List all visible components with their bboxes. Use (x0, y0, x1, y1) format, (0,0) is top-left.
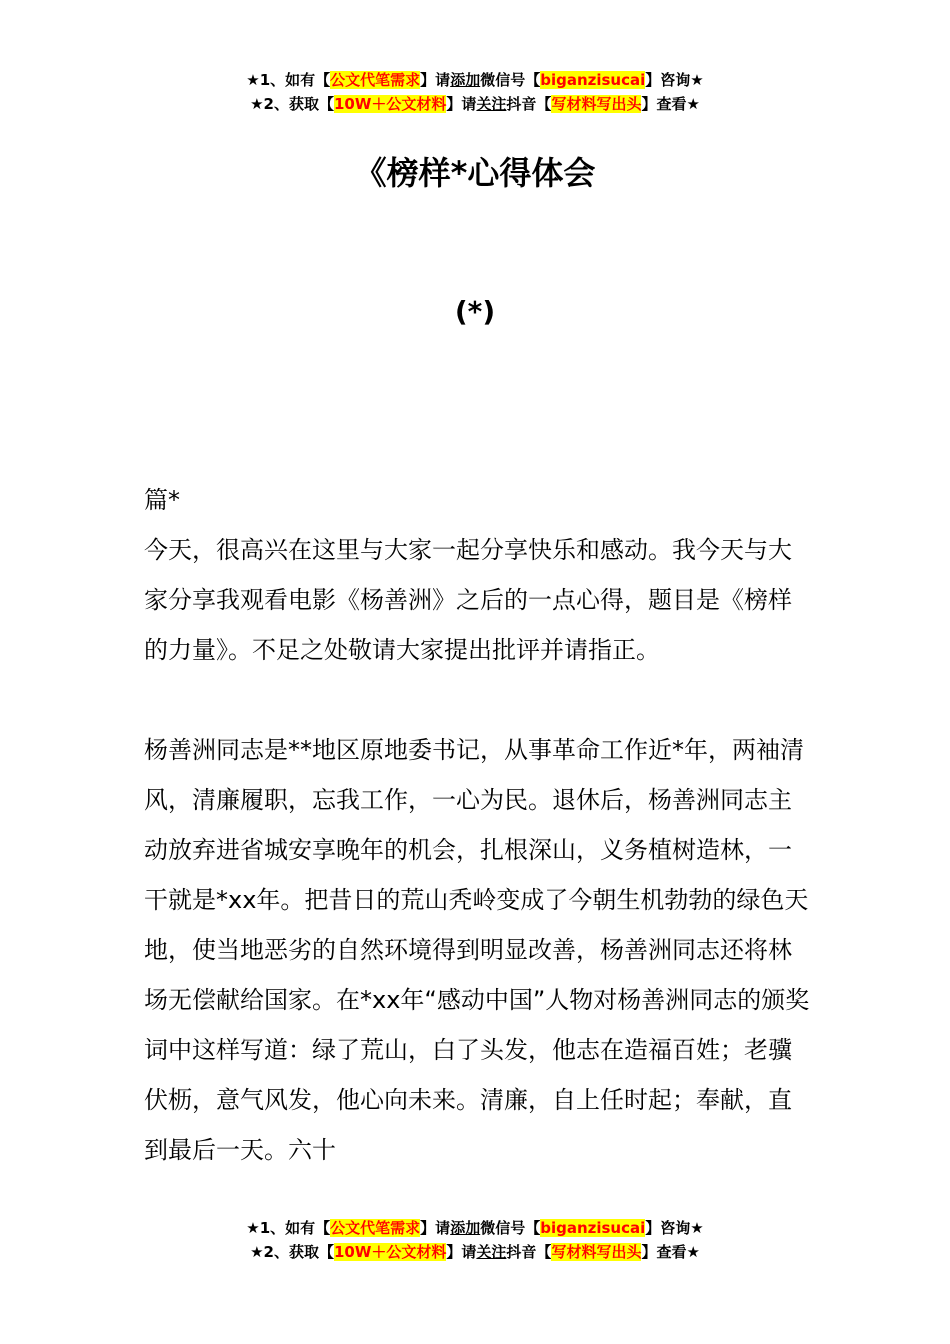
banner-text: ★1、如有【 (246, 1219, 331, 1237)
banner-underlined: 添加 (450, 71, 481, 89)
banner-underlined: 关注 (476, 1243, 507, 1261)
document-body (144, 475, 814, 1175)
banner-text: 】请 (420, 71, 451, 89)
highlight-service: 公文代笔需求 (330, 71, 421, 89)
highlight-douyin: 写材料写出头 (551, 1243, 642, 1261)
highlight-wechat-id: biganzisucai (540, 71, 646, 89)
banner-text: 微信号【 (480, 1219, 541, 1237)
banner-text: 微信号【 (480, 71, 541, 89)
paragraph-spacer (144, 675, 814, 725)
document-subtitle: (*) (454, 295, 496, 328)
banner-line-2 (0, 1240, 950, 1264)
banner-text: ★2、获取【 (250, 95, 334, 113)
paragraph: 今天，很高兴在这里与大家一起分享快乐和感动。我今天与大家分享我观看电影《杨善洲》之后的一点心得，题目是《榜样的力量》。不足之处敬请大家提出批评并请指正。 (144, 536, 792, 664)
header-banner (0, 68, 950, 116)
section-heading: 篇* (144, 486, 180, 514)
banner-text: ★1、如有【 (246, 71, 331, 89)
document-title: 《榜样*心得体会 (354, 154, 596, 192)
banner-underlined: 添加 (450, 1219, 481, 1237)
paragraph: 杨善洲同志是**地区原地委书记，从事革命工作近*年，两袖清风，清廉履职，忘我工作，一心为民。退休后，杨善洲同志主动放弃进省城安享晚年的机会，扎根深山，义务植树造林，一干就是*xx年。把昔日的荒山秃岭变成了今朝生机勃勃的绿色天地，使当地恶劣的自然环境得到明显改善，杨善洲同志还将林场无偿献给国家。在*xx年“感动中国”人物对杨善洲同志的颁奖词中这样写道：绿了荒山，白了头发，他志在造福百姓；老骥伏枥，意气风发，他心向未来。清廉，自上任时起；奉献，直到最后一天。六十 (144, 736, 810, 1164)
banner-line-1 (0, 1216, 950, 1240)
highlight-wechat-id: biganzisucai (540, 1219, 646, 1237)
highlight-materials: 10W＋公文材料 (333, 1243, 447, 1261)
highlight-douyin: 写材料写出头 (551, 95, 642, 113)
banner-line-2 (0, 92, 950, 116)
banner-line-1 (0, 68, 950, 92)
footer-banner (0, 1216, 950, 1264)
banner-text: 】咨询★ (645, 71, 704, 89)
banner-text: 抖音【 (506, 1243, 552, 1261)
banner-text: ★2、获取【 (250, 1243, 334, 1261)
highlight-service: 公文代笔需求 (330, 1219, 421, 1237)
banner-text: 】请 (420, 1219, 451, 1237)
banner-text: 】查看★ (641, 1243, 700, 1261)
banner-text: 】请 (446, 1243, 477, 1261)
banner-text: 】请 (446, 95, 477, 113)
banner-text: 抖音【 (506, 95, 552, 113)
highlight-materials: 10W＋公文材料 (333, 95, 447, 113)
banner-underlined: 关注 (476, 95, 507, 113)
banner-text: 】咨询★ (645, 1219, 704, 1237)
banner-text: 】查看★ (641, 95, 700, 113)
